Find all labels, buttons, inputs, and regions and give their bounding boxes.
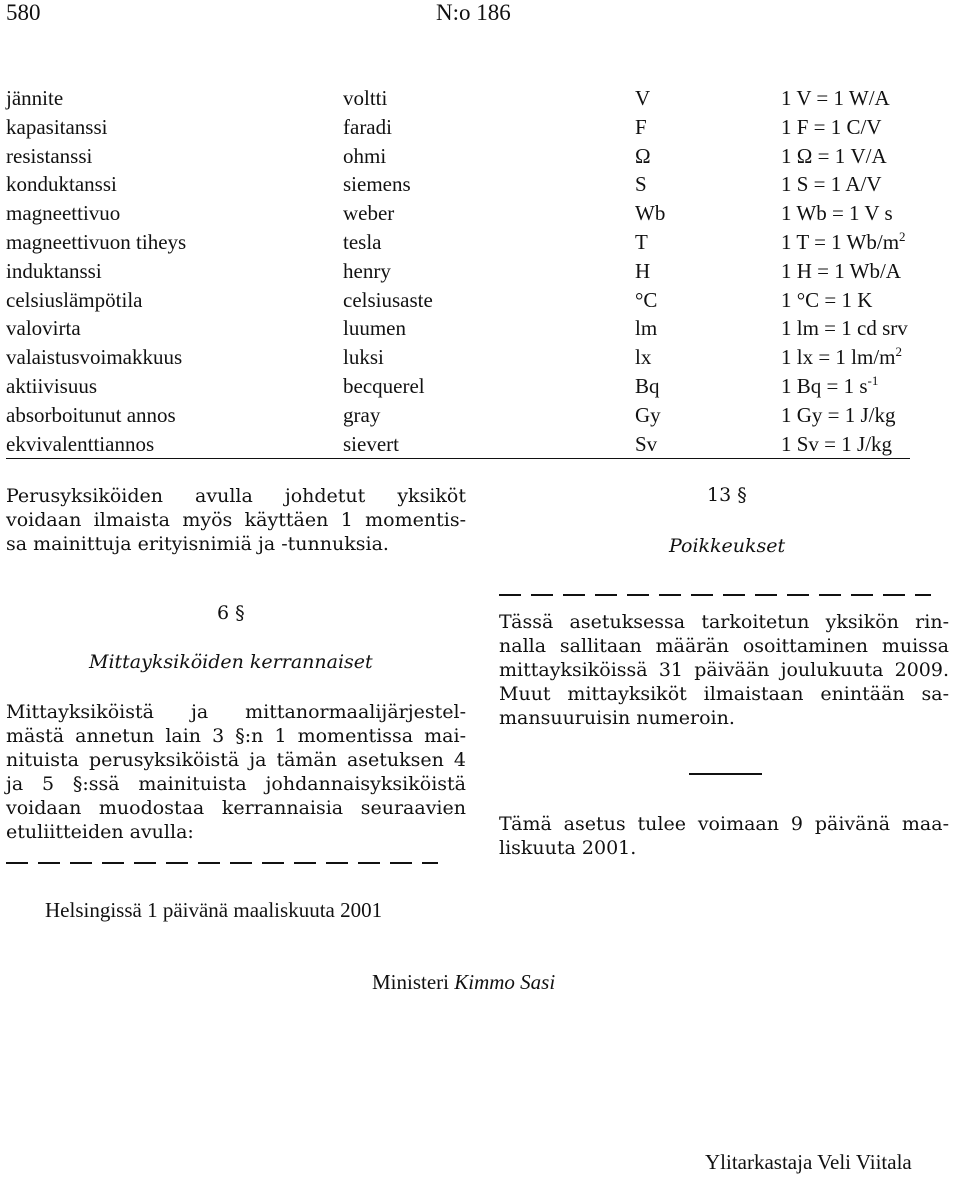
symbol-cell: lm	[635, 316, 658, 341]
quantity-cell: konduktanssi	[6, 172, 117, 197]
definition-text: 1 Wb = 1 V s	[781, 201, 893, 226]
intro-line: sa mainittuja erityisnimiä ja -tunnuksia.	[6, 533, 389, 555]
quantity-cell: jännite	[6, 86, 64, 110]
section-6-title: Mittayksiköiden kerrannaiset	[89, 651, 373, 673]
unit-name-cell: becquerel	[343, 373, 425, 398]
definition-text: 1 Gy = 1 J/kg	[781, 402, 896, 427]
unit-name-cell: gray	[343, 402, 381, 427]
unit-name-cell: henry	[343, 258, 391, 283]
definition-exponent: 2	[899, 228, 906, 244]
definition-cell	[781, 170, 882, 199]
symbol-cell: F	[635, 114, 647, 139]
quantity-cell: ekvivalenttiannos	[6, 431, 155, 456]
unit-name-cell: luumen	[343, 316, 406, 341]
quantity-cell: magneettivuon tiheys	[6, 229, 187, 254]
unit-row	[6, 199, 910, 228]
unit-name-cell: celsiusaste	[343, 287, 433, 312]
unit-row	[6, 170, 910, 199]
definition-cell	[781, 84, 890, 113]
minister-signature	[372, 970, 555, 995]
symbol-cell: V	[635, 86, 651, 110]
effective-line: Tämä asetus tulee voimaan 9 päivänä maa-	[499, 813, 949, 835]
unit-name-cell: luksi	[343, 345, 384, 370]
definition-cell	[781, 257, 901, 286]
definition-cell	[781, 430, 892, 459]
units-table	[6, 84, 910, 459]
section-6-line: etuliitteiden avulla:	[6, 821, 194, 843]
quantity-cell: induktanssi	[6, 258, 102, 283]
section-13-line: mittayksiköissä 31 päivään joulukuuta 2009.	[499, 659, 949, 681]
intro-paragraph	[6, 484, 466, 556]
unit-row	[6, 401, 910, 430]
section-13-paragraph	[499, 610, 949, 730]
section-6-line: nituista perusyksiköistä ja tämän asetuksen 4	[6, 749, 466, 771]
symbol-cell: lx	[635, 345, 652, 370]
definition-cell	[781, 401, 896, 430]
definition-cell	[781, 228, 906, 257]
omission-rule	[499, 594, 931, 596]
issue-number: N:o 186	[436, 0, 511, 25]
definition-text: 1 F = 1 C/V	[781, 114, 882, 139]
unit-row	[6, 228, 910, 257]
section-13-line: nalla sallitaan määrän osoittaminen muissa	[499, 635, 949, 657]
unit-row	[6, 314, 910, 343]
quantity-cell: kapasitanssi	[6, 114, 108, 139]
symbol-cell: Bq	[635, 373, 660, 398]
unit-name-cell: sievert	[343, 431, 399, 456]
definition-text: 1 H = 1 Wb/A	[781, 258, 901, 283]
unit-row	[6, 257, 910, 286]
unit-name-cell: ohmi	[343, 143, 387, 168]
section-6-line: voidaan muodostaa kerrannaisia seuraavien	[6, 797, 466, 819]
unit-name-cell: weber	[343, 201, 395, 226]
symbol-cell: Gy	[635, 402, 661, 427]
unit-name-cell: voltti	[343, 86, 388, 110]
section-13-number: 13 §	[707, 484, 747, 506]
definition-text: 1 Ω = 1 V/A	[781, 143, 887, 168]
symbol-cell: S	[635, 172, 647, 197]
symbol-cell: Ω	[635, 143, 651, 168]
definition-text: 1 Bq = 1 s	[781, 373, 868, 398]
unit-row	[6, 113, 910, 142]
intro-line: voidaan ilmaista myös käyttäen 1 momentis-	[6, 509, 466, 531]
unit-row	[6, 286, 910, 315]
definition-cell	[781, 343, 902, 372]
unit-row	[6, 343, 910, 372]
section-13-line: Tässä asetuksessa tarkoitetun yksikön rin-	[499, 611, 949, 633]
section-6-line: mästä annetun lain 3 §:n 1 momentissa mai-	[6, 725, 466, 747]
definition-text: 1 T = 1 Wb/m	[781, 229, 900, 254]
quantity-cell: absorboitunut annos	[6, 402, 176, 427]
symbol-cell: Wb	[635, 201, 666, 226]
definition-text: 1 lm = 1 cd srv	[781, 316, 908, 341]
symbol-cell: T	[635, 229, 648, 254]
definition-exponent: 2	[895, 344, 903, 360]
inspector-signature: Ylitarkastaja Veli Viitala	[705, 1150, 912, 1174]
quantity-cell: magneettivuo	[6, 201, 121, 226]
unit-name-cell: tesla	[343, 229, 382, 254]
unit-name-cell: siemens	[343, 172, 411, 197]
page-number: 580	[6, 0, 41, 25]
section-13-line: mansuuruisin numeroin.	[499, 707, 735, 729]
symbol-cell: °C	[635, 287, 658, 312]
effective-line: liskuuta 2001.	[499, 837, 637, 859]
intro-line: Perusyksiköiden avulla johdetut yksiköt	[6, 485, 466, 507]
definition-cell	[781, 113, 882, 142]
definition-text: 1 S = 1 A/V	[781, 172, 882, 197]
symbol-cell: Sv	[635, 431, 658, 456]
definition-cell	[781, 199, 893, 228]
definition-cell	[781, 372, 878, 401]
unit-row	[6, 430, 910, 459]
definition-cell	[781, 314, 908, 343]
quantity-cell: aktiivisuus	[6, 373, 98, 398]
section-6-number: 6 §	[217, 602, 245, 624]
minister-name: Kimmo Sasi	[454, 970, 556, 994]
separator-rule	[689, 773, 762, 775]
quantity-cell: valovirta	[6, 316, 81, 341]
definition-cell	[781, 142, 887, 171]
symbol-cell: H	[635, 258, 651, 283]
section-6-paragraph	[6, 700, 466, 844]
unit-row	[6, 142, 910, 171]
quantity-cell: resistanssi	[6, 143, 93, 168]
effective-date-paragraph	[499, 812, 949, 860]
place-and-date: Helsingissä 1 päivänä maaliskuuta 2001	[45, 898, 383, 922]
omission-rule	[6, 862, 438, 864]
unit-row	[6, 84, 910, 113]
section-6-line: ja 5 §:ssä mainituista johdannaisyksiköistä	[6, 773, 466, 795]
definition-text: 1 °C = 1 K	[781, 287, 873, 312]
unit-row	[6, 372, 910, 401]
section-13-line: Muut mittayksiköt ilmaistaan enintään sa-	[499, 683, 949, 705]
definition-text: 1 Sv = 1 J/kg	[781, 431, 893, 456]
quantity-cell: valaistusvoimakkuus	[6, 345, 183, 370]
definition-text: 1 lx = 1 lm/m	[781, 345, 896, 370]
unit-name-cell: faradi	[343, 114, 392, 139]
quantity-cell: celsiuslämpötila	[6, 287, 143, 312]
section-6-line: Mittayksiköistä ja mittanormaalijärjestel-	[6, 701, 466, 723]
section-13-title: Poikkeukset	[669, 535, 786, 557]
minister-title: Ministeri	[372, 970, 449, 994]
definition-text: 1 V = 1 W/A	[781, 86, 890, 110]
definition-cell	[781, 286, 872, 315]
definition-exponent: -1	[867, 372, 879, 388]
